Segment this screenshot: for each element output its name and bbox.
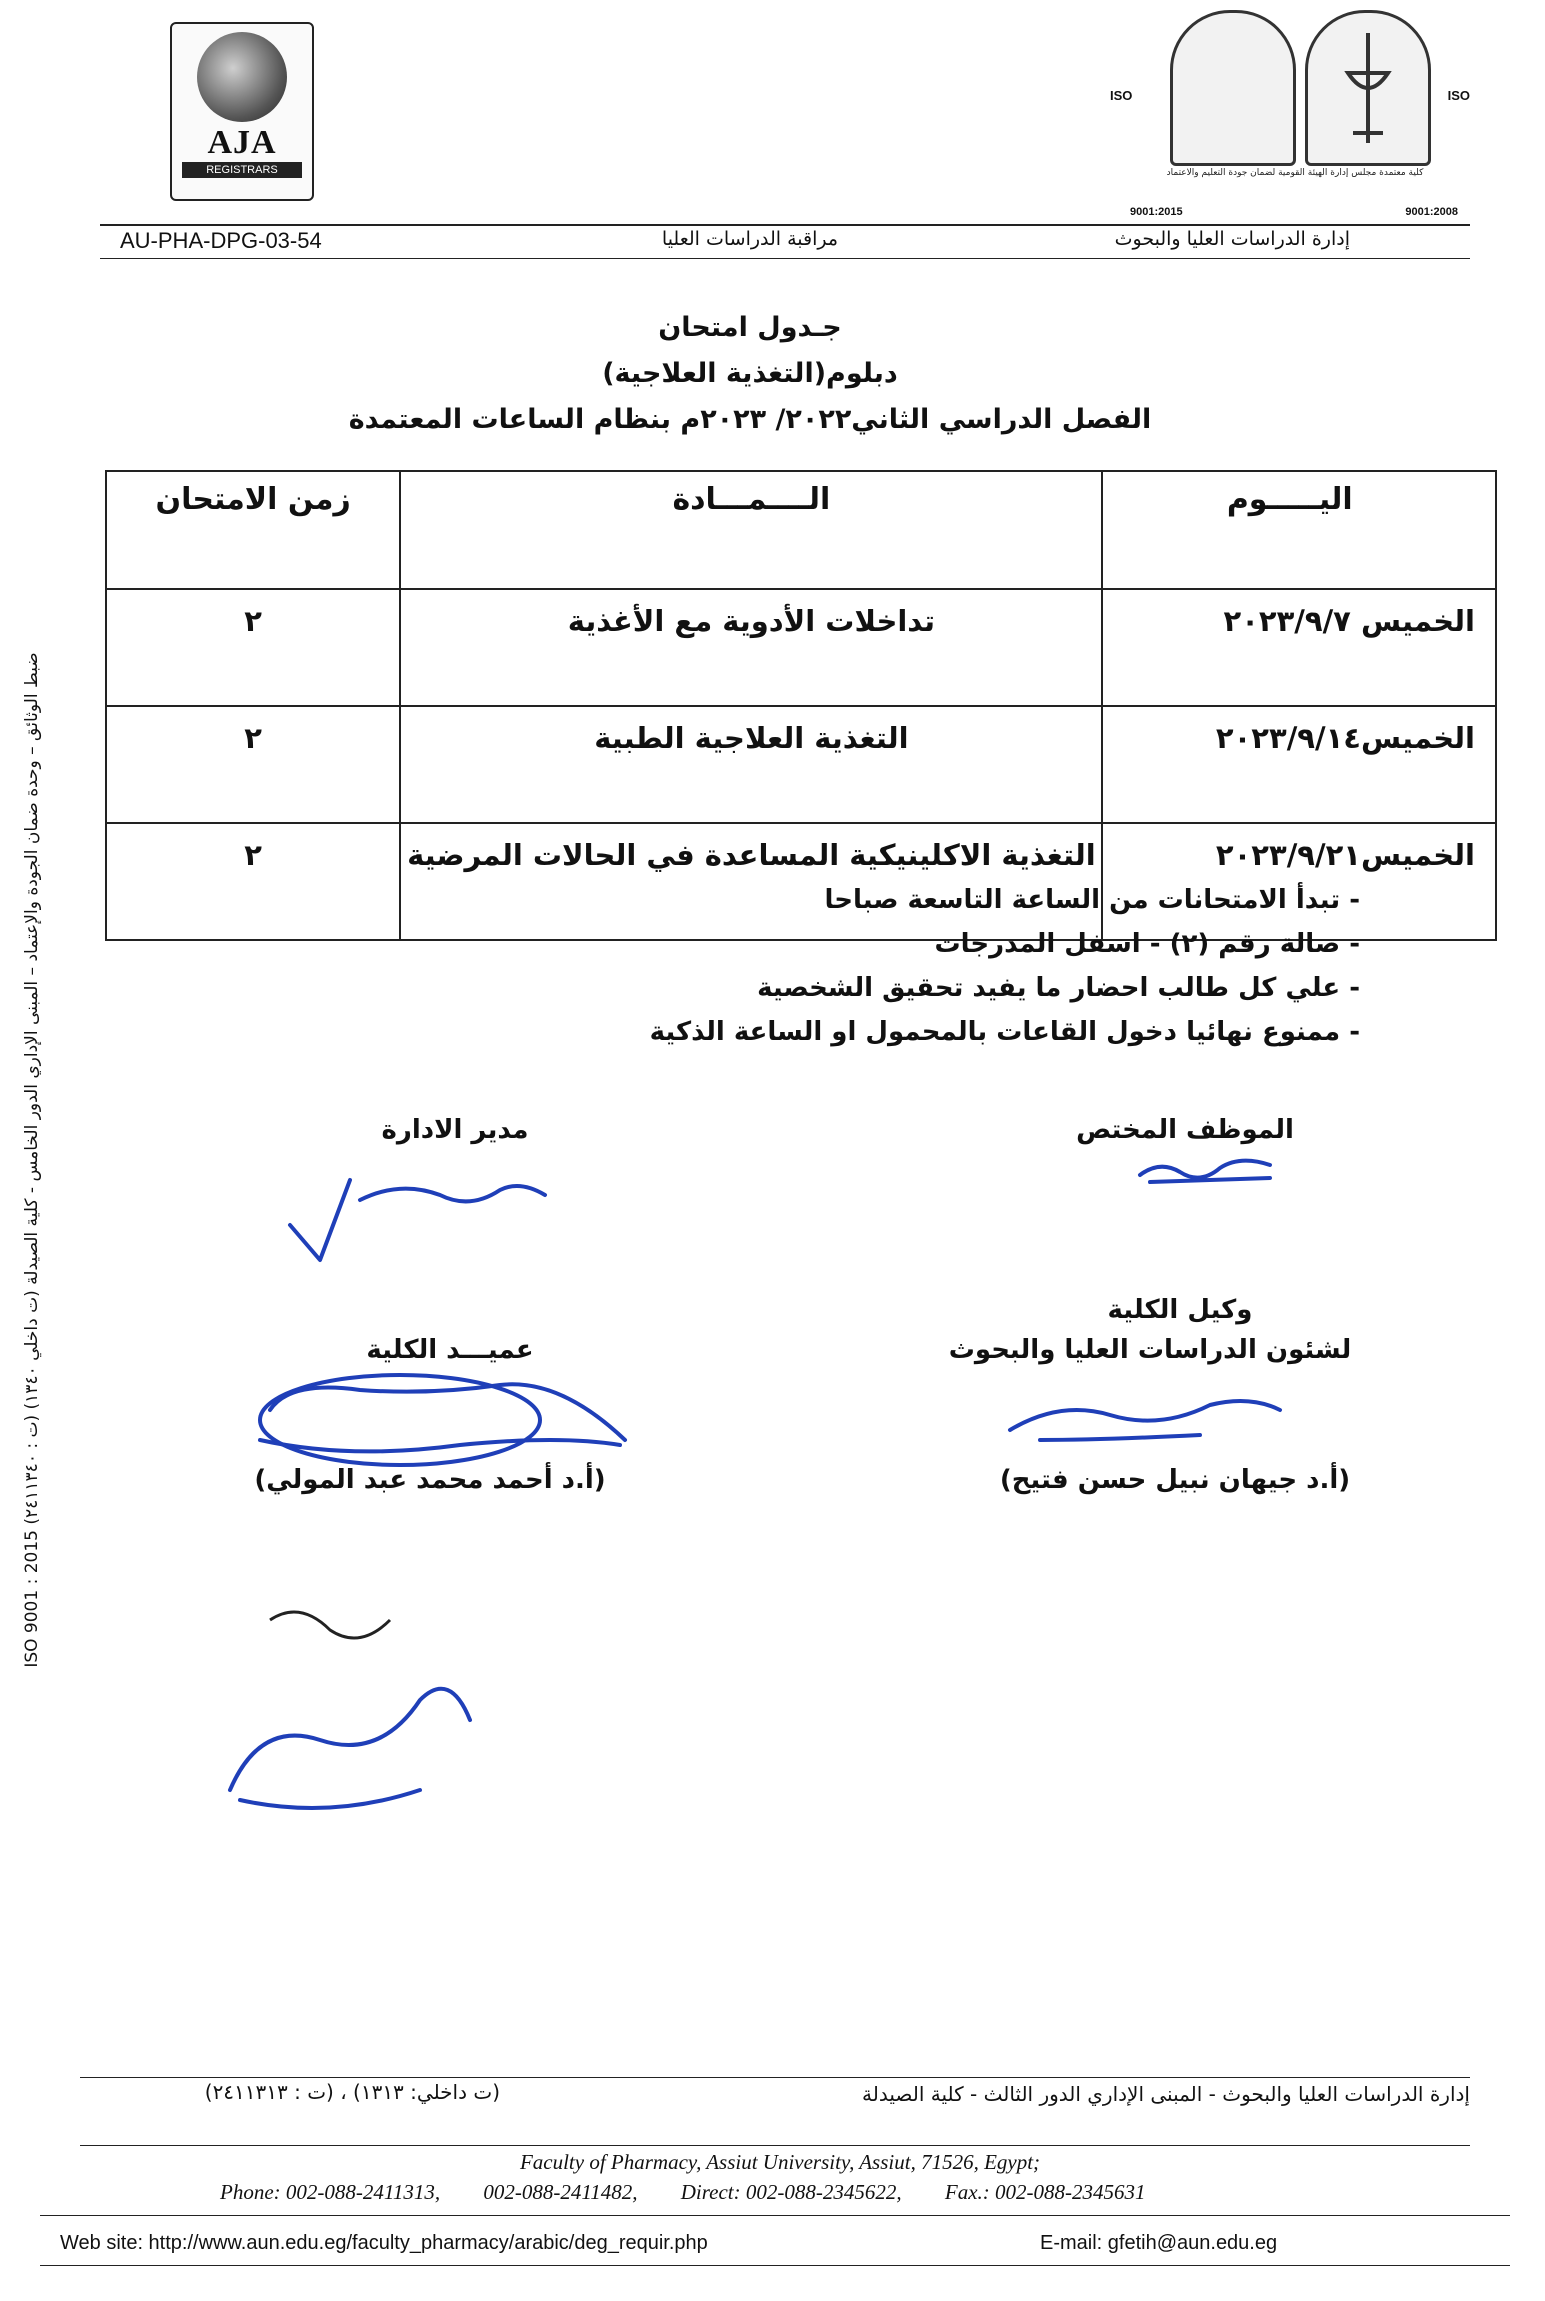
footer-arabic-address: إدارة الدراسات العليا والبحوث - المبنى الإداري الدور الثالث - كلية الصيدلة	[862, 2082, 1470, 2106]
footer-direct: Direct: 002-088-2345622,	[680, 2180, 902, 2204]
seal-iso-left: ISO	[1110, 88, 1133, 103]
header-day: اليـــــوم	[1102, 471, 1496, 589]
header-subject: الــــمـــادة	[400, 471, 1102, 589]
row-subject: التغذية الاكلينيكية المساعدة في الحالات المرضية	[400, 823, 1102, 940]
side-vertical-text	[0, 570, 70, 1750]
footer-divider	[40, 2215, 1510, 2216]
semester-title: الفصل الدراسي الثاني٢٠٢٢/ ٢٠٢٣م بنظام الساعات المعتمدة	[348, 404, 1152, 435]
note-item: - تبدأ الامتحانات من الساعة التاسعة صباحا	[824, 885, 1360, 915]
vice-dean-title-line2: لشئون الدراسات العليا والبحوث	[948, 1335, 1352, 1365]
seal-iso-right: ISO	[1447, 88, 1470, 103]
vice-dean-name: (أ.د جيهان نبيل حسن فتيح)	[999, 1465, 1351, 1495]
dean-name: (أ.د أحمد محمد عبد المولي)	[254, 1465, 606, 1495]
seal-caption: كلية معتمدة مجلس إدارة الهيئة القومية لضمان جودة التعليم والاعتماد	[1166, 168, 1424, 178]
employee-signature	[1140, 1161, 1270, 1182]
footer-arabic-extension: (ت داخلي: ١٣١٣) ، (ت : ٢٤١١٣١٣)	[204, 2080, 500, 2104]
manager-signature	[290, 1180, 545, 1260]
footer-website: Web site: http://www.aun.edu.eg/faculty_pharmacy/arabic/deg_requir.php	[60, 2232, 708, 2254]
dean-signature-title: عميـــد الكلية	[366, 1335, 534, 1365]
department-right-label: إدارة الدراسات العليا والبحوث	[1114, 228, 1350, 250]
footer-phone: Phone: 002-088-2411313,	[220, 2180, 441, 2204]
row-duration: ٢	[106, 589, 400, 706]
diploma-title: دبلوم(التغذية العلاجية)	[602, 358, 898, 389]
row-duration: ٢	[106, 823, 400, 940]
row-subject: تداخلات الأدوية مع الأغذية	[400, 589, 1102, 706]
row-day: الخميس٢٠٢٣/٩/٢١	[1102, 823, 1496, 940]
employee-signature-title: الموظف المختص	[1076, 1115, 1294, 1145]
vice-dean-title: وكيل الكلية	[1107, 1295, 1253, 1325]
aja-logo-sub: REGISTRARS	[182, 162, 302, 178]
footer-divider	[40, 2265, 1510, 2266]
row-duration: ٢	[106, 706, 400, 823]
aja-logo-text: AJA	[207, 124, 277, 161]
footer-divider	[80, 2077, 1470, 2078]
bottom-signature	[230, 1612, 470, 1808]
seal-iso-2008: 9001:2008	[1405, 206, 1458, 218]
footer-fax: Fax.: 002-088-2345631	[944, 2180, 1146, 2204]
footer-phones	[220, 2180, 1420, 2205]
note-item: - ممنوع نهائيا دخول القاعات بالمحمول او الساعة الذكية	[649, 1017, 1360, 1047]
side-text-content: ضبط الوثائق – وحدة ضمان الجودة والإعتماد – المبنى الإداري الدور الخامس - كلية الصيدلة (ت داخلي ١٣٤٠) (ت : ٢٤١١٣٤٠) ISO 9001 : 2015	[22, 652, 42, 1668]
row-subject: التغذية العلاجية الطبية	[400, 706, 1102, 823]
note-item: - علي كل طالب احضار ما يفيد تحقيق الشخصية	[757, 973, 1360, 1003]
footer-divider	[80, 2145, 1470, 2146]
footer-phone2: 002-088-2411482,	[483, 2180, 638, 2204]
manager-signature-title: مدير الادارة	[381, 1115, 529, 1145]
vice-dean-signature	[1010, 1401, 1280, 1440]
dean-signature	[260, 1375, 625, 1465]
page-title: جـدول امتحان	[658, 312, 842, 343]
header-exam-duration: زمن الامتحان	[106, 471, 400, 589]
row-day: الخميس٢٠٢٣/٩/١٤	[1102, 706, 1496, 823]
note-item: - صالة رقم (٢) - اسفل المدرجات	[934, 929, 1360, 959]
seal-iso-2015: 9001:2015	[1130, 206, 1183, 218]
footer-faculty-address: Faculty of Pharmacy, Assiut University, Assiut, 71526, Egypt;	[519, 2150, 1041, 2174]
department-center-label: مراقبة الدراسات العليا	[661, 228, 839, 250]
row-day: الخميس ٢٠٢٣/٩/٧	[1102, 589, 1496, 706]
document-code: AU-PHA-DPG-03-54	[120, 228, 322, 253]
footer-email: E-mail: gfetih@aun.edu.eg	[1040, 2232, 1278, 2254]
